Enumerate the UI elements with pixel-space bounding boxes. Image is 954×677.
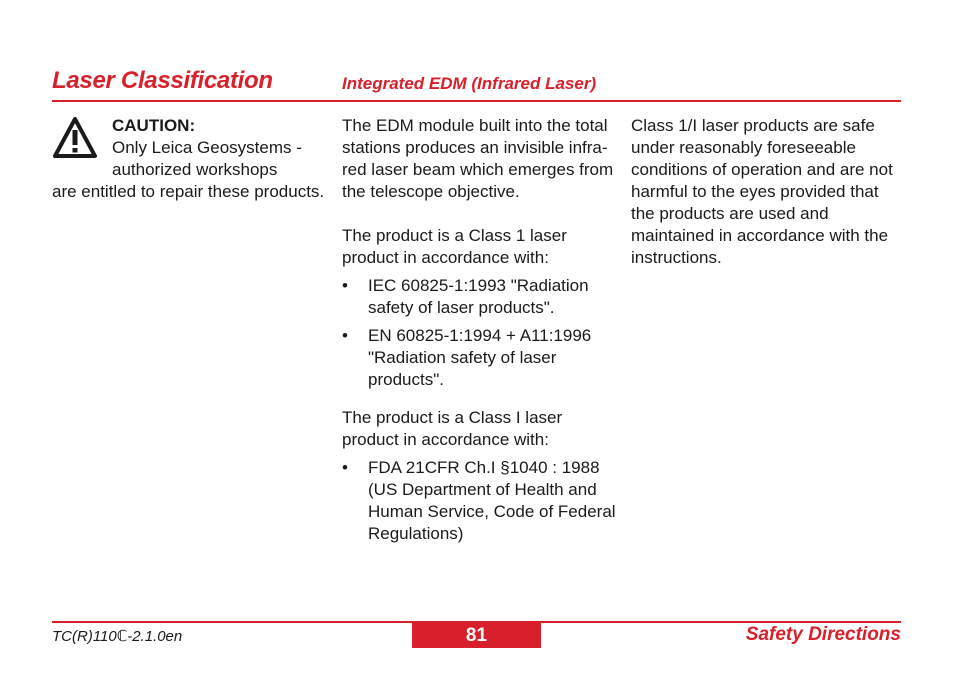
list-item-text: IEC 60825-1:1993 "Radiation safety of laser products". — [368, 276, 589, 317]
page-number: 81 — [412, 623, 541, 648]
bullet-icon: • — [342, 326, 348, 345]
caution-text-line: Only Leica Geosystems - — [112, 138, 302, 157]
standards-list — [342, 275, 617, 391]
bullet-icon: • — [342, 458, 348, 477]
bullet-icon: • — [342, 276, 348, 295]
edm-description-column — [342, 115, 617, 551]
warning-triangle-icon — [52, 115, 98, 161]
caution-label: CAUTION: — [112, 116, 196, 135]
document-id: TC(R)110ℂ-2.1.0en — [52, 628, 183, 645]
safety-note-column — [631, 115, 906, 269]
header-divider — [52, 100, 901, 102]
page-title: Laser Classification — [52, 67, 273, 94]
list-item-text: EN 60825-1:1994 + A11:1996 "Radiation safety of laser products". — [368, 326, 592, 389]
edm-paragraph: The EDM module built into the total stations produces an invisible infra-red laser beam which emerges from the telescope objective. — [342, 116, 614, 201]
safety-paragraph: Class 1/I laser products are safe under reasonably foreseeable conditions of operation and are not harmful to the eyes provided that the products are used and maintained in accordance with the instructions. — [631, 116, 893, 267]
fda-list — [342, 457, 617, 545]
list-item — [342, 275, 617, 319]
section-name: Safety Directions — [745, 624, 901, 645]
classI-paragraph: The product is a Class I laser product in accordance with: — [342, 408, 563, 449]
class1-paragraph: The product is a Class 1 laser product in accordance with: — [342, 226, 567, 267]
caution-text: are entitled to repair these products. — [52, 182, 325, 201]
list-item — [342, 325, 617, 391]
caution-text-line: authorized workshops — [112, 160, 278, 179]
section-subtitle: Integrated EDM (Infrared Laser) — [342, 74, 597, 93]
list-item — [342, 457, 617, 545]
list-item-text: FDA 21CFR Ch.I §1040 : 1988 (US Department of Health and Human Service, Code of Federal Regulations) — [368, 458, 616, 543]
